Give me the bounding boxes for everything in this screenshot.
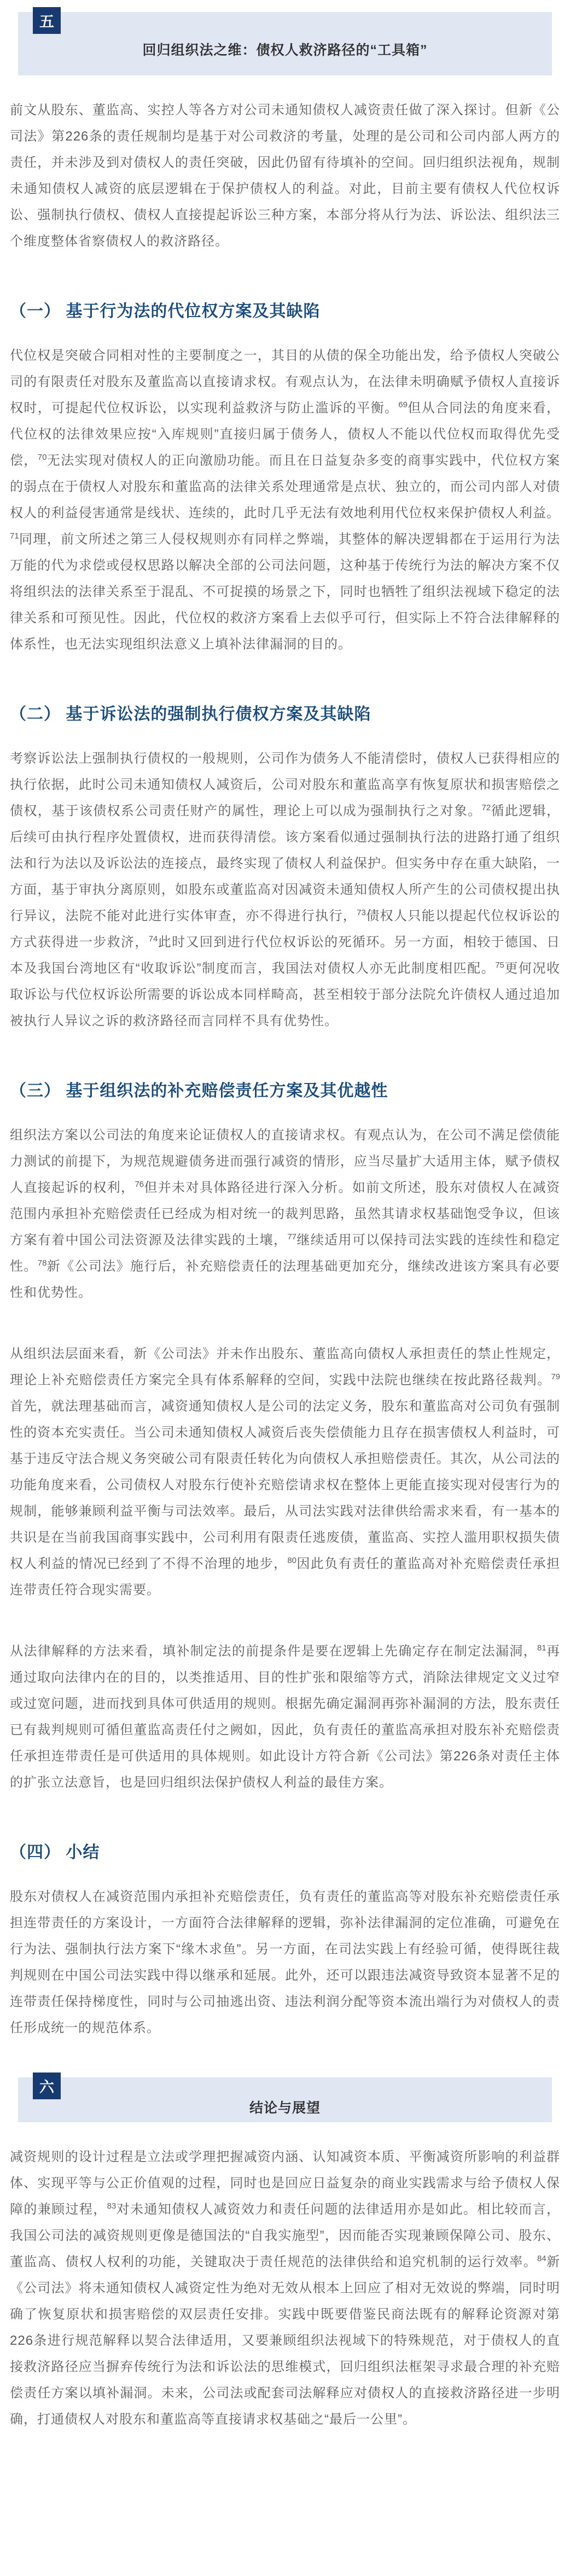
subsection-heading: （三） 基于组织法的补充赔偿责任方案及其优越性	[10, 1082, 388, 1100]
section-five	[0, 12, 570, 2041]
footnote-ref: 75	[495, 961, 504, 970]
footnote-ref: 81	[537, 1643, 546, 1653]
footnote-ref: 78	[37, 1258, 47, 1268]
footnote-ref: 84	[537, 2254, 546, 2263]
footnote-ref: 77	[287, 1232, 297, 1242]
footnote-ref: 79	[551, 1372, 560, 1381]
body-paragraph: 股东对债权人在减资范围内承担补充赔偿责任，负有责任的董监高等对股东补充赔偿责任承担连带责任的方案设计，一方面符合法律解释的逻辑，弥补法律漏洞的定位准确，可避免在行为法、强制执行法方案下“缘木求鱼”。另一方面，在司法实践上有经验可循，使得既往裁判规则在中国公司法实践中得以继承和延展。此外，还可以跟违法减资导致资本显著不足的连带责任保持梯度性，同时与公司抽逃出资、违法利润分配等资本流出端行为对债权人的责任形成统一的规范体系。	[10, 1889, 560, 2035]
footnote-ref: 69	[398, 400, 408, 409]
section-banner	[18, 12, 552, 75]
subsection-heading: （一） 基于行为法的代位权方案及其缺陷	[10, 302, 321, 320]
section-banner	[18, 2077, 552, 2122]
section-six-header	[18, 2077, 552, 2122]
section-six-body	[0, 2144, 570, 2433]
section-five-header	[18, 12, 552, 75]
footnote-ref: 70	[37, 453, 47, 462]
footnote-ref: 76	[135, 1180, 144, 1189]
body-paragraph: 从组织法层面来看，新《公司法》并未作出股东、董监高向债权人承担责任的禁止性规定，理论上补充赔偿责任方案完全具有体系解释的空间，实践中法院也继续在按此路径裁判。$^{79}$首先，就法理基础而言，减资通知债权人是公司的法定义务，股东和董监高对公司负有强制性的资本充实责任。当公司未通知债权人减资后丧失偿债能力且存在损害债权人利益时，可基于违反守法合规义务突破公司有限责任转化为向债权人承担赔偿责任。其次，从公司法的功能角度来看，公司债权人对股东行使补充赔偿请求权在整体上更能直接实现对侵害行为的规制，能够兼顾利益平衡与司法效率。最后，从司法实践对法律供给需求来看，有一基本的共识是在当前我国商事实践中，公司利用有限责任逃废债，董监高、实控人滥用职权损失债权人利益的情况已经到了不得不治理的地步，$^{80}$因此负有责任的董监高对补充赔偿责任承担连带责任符合现实需要。	[10, 1346, 561, 1597]
section-five-body	[0, 97, 570, 2041]
body-paragraph: 减资规则的设计过程是立法或学理把握减资内涵、认知减资本质、平衡减资所影响的利益群体、实现平等与公正价值观的过程，同时也是回应日益复杂的商业实践需求与给予债权人保障的兼顾过程，$^{83}$对未通知债权人减资效力和责任问题的法律适用亦是如此。相比较而言，我国公司法的减资规则更像是德国法的“自我实施型”，因而能否实现兼顾保障公司、股东、董监高、债权人权利的功能，关键取决于责任规范的法律供给和追究机制的运行效率。$^{84}$新《公司法》将未通知债权人减资定性为绝对无效从根本上回应了相对无效说的弊端，同时明确了恢复原状和损害赔偿的双层责任安排。实践中既要借鉴民商法既有的解释论资源对第226条进行规范解释以契合法律适用，又要兼顾组织法视域下的特殊规范，对于债权人的直接救济路径应当摒弃传统行为法和诉讼法的思维模式，回归组织法框架寻求最合理的补充赔偿责任方案以填补漏洞。未来，公司法或配套司法解释应对债权人的直接救济路径进一步明确，打通债权人对股东和董监高等直接请求权基础之“最后一公里”。	[10, 2150, 561, 2427]
section-title: 结论与展望	[249, 2100, 321, 2116]
body-paragraph: 代位权是突破合同相对性的主要制度之一，其目的从债的保全功能出发，给予债权人突破公司的有限责任对股东及董监高以直接请求权。有观点认为，在法律未明确赋予债权人直接诉权时，可提起代位权诉讼，以实现利益救济与防止滥诉的平衡。$^{69}$但从合同法的角度来看，代位权的法律效果应按“入库规则”直接归属于债务人，债权人不能以代位权而取得优先受偿，$^{70}$无法实现对债权人的正向激励功能。而且在日益复杂多变的商事实践中，代位权方案的弱点在于债权人对股东和董监高的法律关系处理通常是点状、独立的，而公司内部人对债权人的利益侵害通常是线状、连续的，此时几乎无法有效地利用代位权来保护债权人利益。$^{71}$同理，前文所述之第三人侵权规则亦有同样之弊端，其整体的解决逻辑都在于运用行为法万能的代为求偿或侵权思路以解决全部的公司法问题，这种基于传统行为法的解决方案不仅将组织法的法律关系至于混乱、不可捉摸的场景之下，同时也牺牲了组织法视域下稳定的法律关系和可预见性。因此，代位权的救济方案看上去似乎可行，但实际上不符合法律解释的体系性，也无法实现组织法意义上填补法律漏洞的目的。	[10, 348, 561, 652]
footnote-ref: 83	[107, 2202, 117, 2211]
section-title: 回归组织法之维：债权人救济路径的“工具箱”	[142, 43, 428, 58]
section-number-badge: 六	[33, 2072, 61, 2099]
footnote-ref: 74	[148, 934, 158, 944]
body-paragraph: 组织法方案以公司法的角度来论证债权人的直接请求权。有观点认为，在公司不满足偿债能力测试的前提下，为规范规避债务进而强行减资的情形，应当尽量扩大适用主体，赋予债权人直接起诉的权利，$^{76}$但并未对具体路径进行深入分析。如前文所述，股东对债权人在减资范围内承担补充赔偿责任已经成为相对统一的裁判思路，虽然其请求权基础饱受争议，但该方案有着中国公司法资源及法律实践的土壤，$^{77}$继续适用可以保持司法实践的连续性和稳定性。$^{78}$新《公司法》施行后，补充赔偿责任的法理基础更加充分，继续改进该方案具有必要性和优势性。	[10, 1128, 561, 1300]
body-paragraph: 考察诉讼法上强制执行债权的一般规则，公司作为债务人不能清偿时，债权人已获得相应的执行依据，此时公司未通知债权人减资后，公司对股东和董监高享有恢复原状和损害赔偿之债权，基于该债权系公司责任财产的属性，理论上可以成为强制执行之对象。$^{72}$循此逻辑，后续可由执行程序处置债权，进而获得清偿。该方案看似通过强制执行法的进路打通了组织法和行为法以及诉讼法的连接点，最终实现了债权人利益保护。但实务中存在重大缺陷，一方面，基于审执分离原则，如股东或董监高对因减资未通知债权人所产生的公司债权提出执行异议，法院不能对此进行实体审查，亦不得进行执行，$^{73}$债权人只能以提起代位权诉讼的方式获得进一步救济，$^{74}$此时又回到进行代位权诉讼的死循环。另一方面，相较于德国、日本及我国台湾地区有“收取诉讼”制度而言，我国法对债权人亦无此制度相匹配。$^{75}$更何况收取诉讼与代位权诉讼所需要的诉讼成本同样畸高，甚至相较于部分法院允许债权人通过追加被执行人异议之诉的救济路径而言同样不具有优势性。	[10, 751, 561, 1028]
footnote-ref: 71	[10, 531, 19, 541]
article	[0, 12, 570, 2440]
section-six	[0, 2077, 570, 2433]
body-paragraph: 从法律解释的方法来看，填补制定法的前提条件是要在逻辑上先确定存在制定法漏洞，$^{81}$再通过取向法律内在的目的，以类推适用、目的性扩张和限缩等方式，消除法律规定文义过窄或过宽问题，进而找到具体可供适用的规则。根据先确定漏洞再弥补漏洞的方法，股东责任已有裁判规则可循但董监高责任付之阙如，因此，负有责任的董监高承担对股东补充赔偿责任承担连带责任是可供适用的具体规则。如此设计方符合新《公司法》第226条对责任主体的扩张立法意旨，也是回归组织法保护债权人利益的最佳方案。	[10, 1643, 561, 1790]
subsection-heading: （二） 基于诉讼法的强制执行债权方案及其缺陷	[10, 705, 371, 723]
footnote-ref: 72	[481, 803, 491, 812]
footnote-ref: 73	[357, 908, 366, 917]
body-paragraph: 前文从股东、董监高、实控人等各方对公司未通知债权人减资责任做了深入探讨。但新《公司法》第226条的责任规制均是基于对公司救济的考量，处理的是公司和公司内部人两方的责任，并未涉及到对债权人的责任突破，因此仍留有待填补的空间。回归组织法视角，规制未通知债权人减资的底层逻辑在于保护债权人的利益。对此，目前主要有债权人代位权诉讼、强制执行债权、债权人直接提起诉讼三种方案，本部分将从行为法、诉讼法、组织法三个维度整体省察债权人的救济路径。	[10, 103, 560, 249]
footnote-ref: 80	[287, 1556, 297, 1565]
subsection-heading: （四） 小结	[10, 1843, 100, 1861]
section-number-badge: 五	[33, 7, 61, 34]
